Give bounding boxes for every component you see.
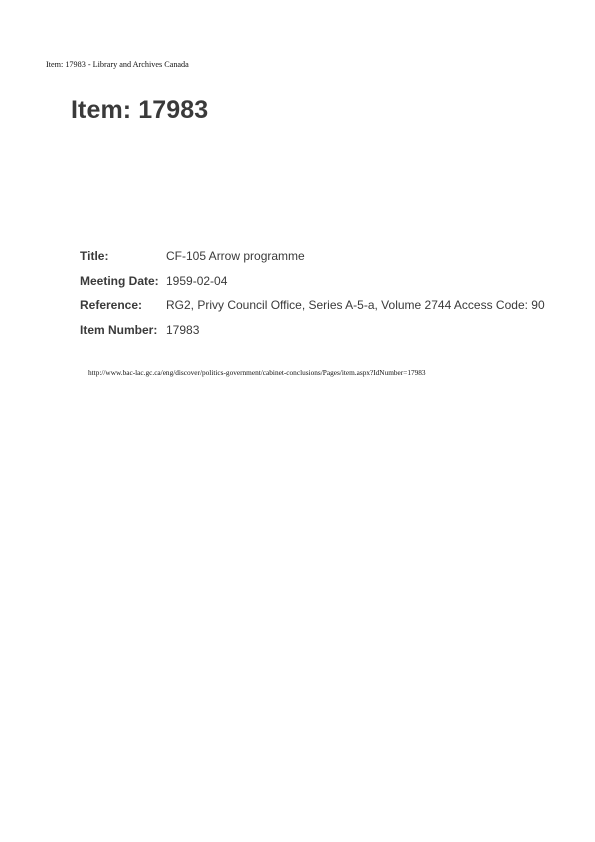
item-number-value: 17983 xyxy=(166,322,200,337)
metadata-row-item-number xyxy=(80,323,545,348)
title-value: CF-105 Arrow programme xyxy=(166,249,305,263)
item-number-label: Item Number: xyxy=(80,322,158,337)
source-url[interactable]: http://www.bac-lac.gc.ca/eng/discover/politics-government/cabinet-conclusions/Pages/item.aspx?IdNumber=17983 xyxy=(88,368,426,377)
metadata-table xyxy=(80,249,545,347)
meeting-date-label: Meeting Date: xyxy=(80,273,159,288)
meeting-date-value: 1959-02-04 xyxy=(166,273,228,288)
metadata-row-meeting-date xyxy=(80,274,545,299)
metadata-row-title xyxy=(80,249,545,274)
page-title: Item: 17983 xyxy=(71,96,209,124)
title-label: Title: xyxy=(80,249,109,263)
reference-value: RG2, Privy Council Office, Series A-5-a, Volume 2744 Access Code: 90 xyxy=(166,298,545,312)
running-header: Item: 17983 - Library and Archives Canada xyxy=(46,60,189,69)
reference-label: Reference: xyxy=(80,298,143,312)
metadata-row-reference xyxy=(80,298,545,323)
